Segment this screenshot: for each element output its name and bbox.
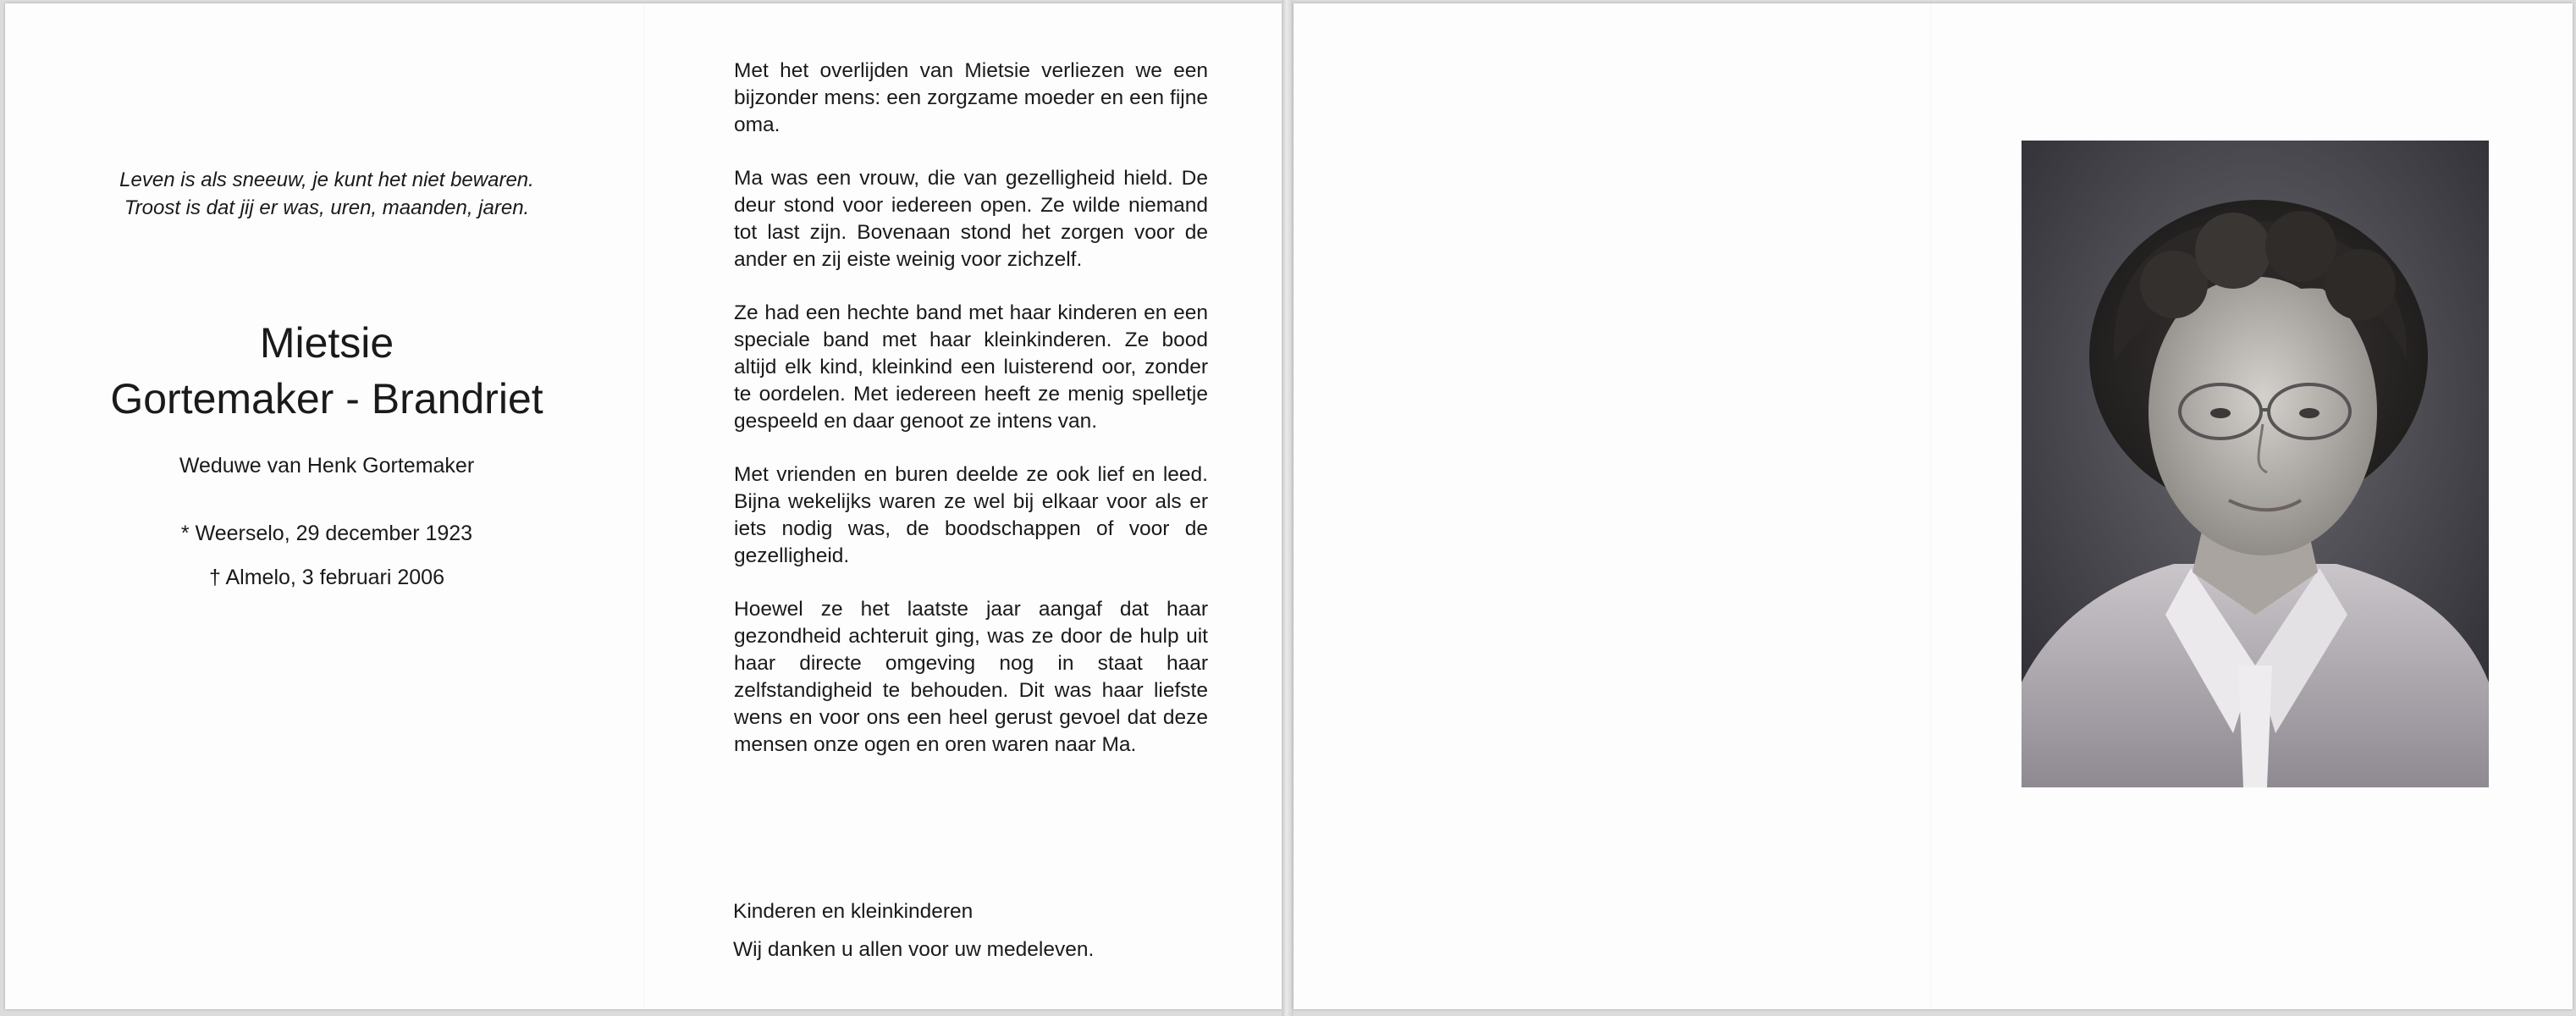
- thanks-line: Wij danken u allen voor uw medeleven.: [733, 938, 1095, 961]
- portrait-photo-icon: [2022, 141, 2489, 787]
- memorial-text: [734, 58, 1208, 785]
- paragraph: Met vrienden en buren deelde ze ook lief en leed. Bijna wekelijks waren ze wel bij elkaar voor als er iets nodig was, de boodschappen of voor de gezelligheid.: [734, 463, 1208, 567]
- card-fold: [643, 3, 645, 1009]
- poem-line-2: Troost is dat jij er was, uren, maanden, jaren.: [124, 196, 530, 219]
- deceased-name: [5, 315, 648, 427]
- card-fold: [1930, 3, 1932, 1009]
- full-surname: Gortemaker - Brandriet: [110, 375, 543, 422]
- first-name: Mietsie: [259, 319, 394, 367]
- paragraph: Hoewel ze het laatste jaar aangaf dat haar gezondheid achteruit ging, was ze door de hulp uit haar directe omgeving nog in staat haar zelfstandigheid te behouden. Dit was haar liefste wens en voor ons een heel gerust gevoel dat deze mensen onze ogen en oren waren naar Ma.: [734, 598, 1208, 756]
- card-gap: [1282, 0, 1294, 1016]
- birth-date: * Weerselo, 29 december 1923: [180, 522, 473, 545]
- poem-quote: [5, 166, 648, 222]
- signature: Kinderen en kleinkinderen: [733, 900, 974, 923]
- portrait-photo: [2022, 141, 2489, 787]
- death-date: † Almelo, 3 februari 2006: [209, 566, 444, 589]
- memorial-card-photo-side: [1294, 3, 2573, 1009]
- life-dates: [5, 511, 648, 599]
- memorial-card-inside: [5, 3, 1282, 1009]
- paragraph: Ze had een hechte band met haar kinderen en een speciale band met haar kleinkinderen. Ze bood altijd elk kind, kleinkind een luisterend oor, zonder te oordelen. Met iedereen heeft ze menig spelletje gespeeld en daar genoot ze intens van.: [734, 301, 1208, 433]
- paragraph: Ma was een vrouw, die van gezelligheid hield. De deur stond voor iedereen open. Ze wilde niemand tot last zijn. Bovenaan stond het zorgen voor de ander en zij eiste weinig voor zichzelf.: [734, 167, 1208, 271]
- widow-line: Weduwe van Henk Gortemaker: [179, 454, 475, 478]
- paragraph: Met het overlijden van Mietsie verliezen we een bijzonder mens: een zorgzame moeder en een fijne oma.: [734, 59, 1208, 136]
- poem-line-1: Leven is als sneeuw, je kunt het niet bewaren.: [119, 168, 534, 191]
- closing-block: [733, 892, 1094, 969]
